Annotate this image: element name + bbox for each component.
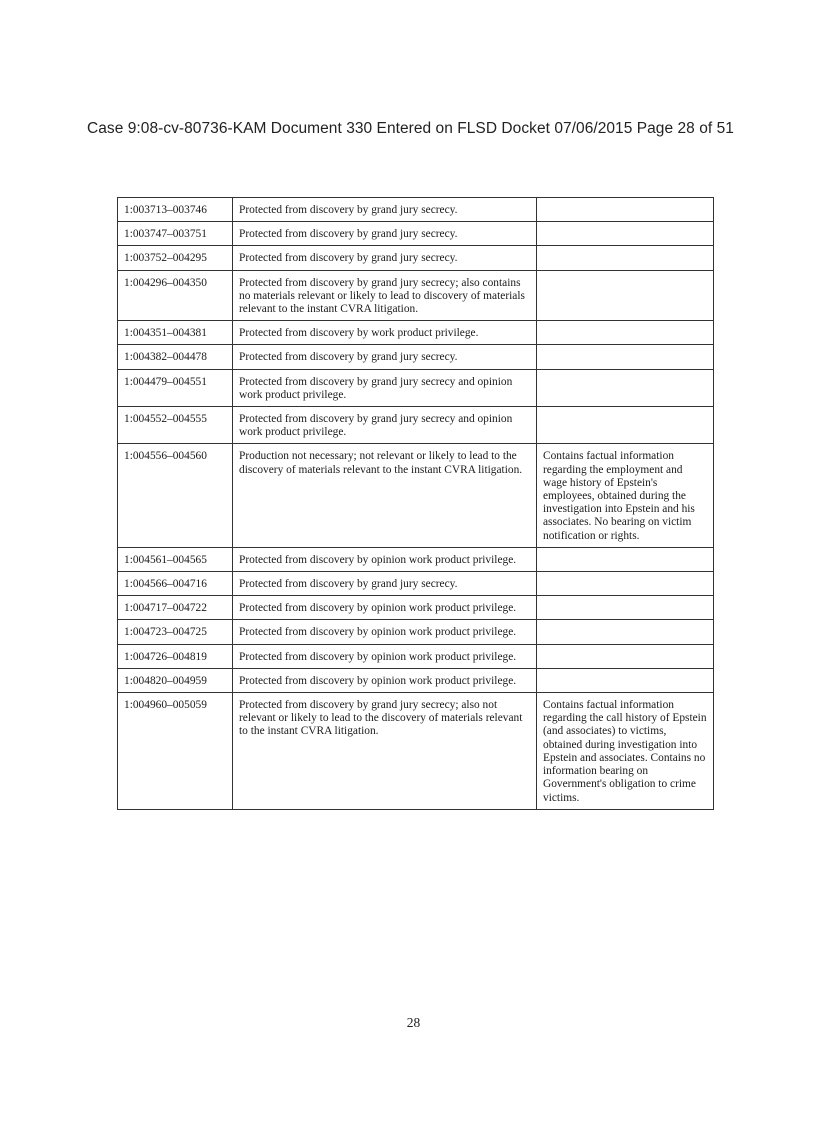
- note-cell: [537, 198, 714, 222]
- table-row: [118, 321, 714, 345]
- bates-range-cell: 1:004723–004725: [118, 620, 233, 644]
- reason-cell: Protected from discovery by grand jury secrecy; also not relevant or likely to lead to the discovery of materials relevant to the instant CVRA litigation.: [233, 693, 537, 810]
- reason-cell: Protected from discovery by opinion work product privilege.: [233, 596, 537, 620]
- reason-cell: Protected from discovery by grand jury secrecy.: [233, 198, 537, 222]
- table-row: [118, 407, 714, 444]
- bates-range-cell: 1:003747–003751: [118, 222, 233, 246]
- bates-range-cell: 1:004552–004555: [118, 407, 233, 444]
- reason-cell: Protected from discovery by grand jury secrecy.: [233, 345, 537, 369]
- bates-range-cell: 1:004820–004959: [118, 668, 233, 692]
- bates-range-cell: 1:004717–004722: [118, 596, 233, 620]
- reason-cell: Production not necessary; not relevant or likely to lead to the discovery of materials relevant to the instant CVRA litigation.: [233, 444, 537, 547]
- table-row: [118, 369, 714, 406]
- case-header: Case 9:08-cv-80736-KAM Document 330 Entered on FLSD Docket 07/06/2015 Page 28 of 51: [87, 120, 734, 137]
- table-row: [118, 620, 714, 644]
- page-number: 28: [406, 1015, 421, 1030]
- bates-range-cell: 1:003752–004295: [118, 246, 233, 270]
- table-row: [118, 693, 714, 810]
- bates-range-cell: 1:004960–005059: [118, 693, 233, 810]
- note-cell: Contains factual information regarding the call history of Epstein (and associates) to victims, obtained during investigation into Epstein and associates. Contains no information bearing on Government's obligation to crime victims.: [537, 693, 714, 810]
- reason-cell: Protected from discovery by opinion work product privilege.: [233, 668, 537, 692]
- bates-range-cell: 1:004566–004716: [118, 572, 233, 596]
- bates-range-cell: 1:004561–004565: [118, 547, 233, 571]
- note-cell: Contains factual information regarding the employment and wage history of Epstein's employees, obtained during the investigation into Epstein and his associates. No bearing on victim notification or rights.: [537, 444, 714, 547]
- note-cell: [537, 572, 714, 596]
- note-cell: [537, 345, 714, 369]
- note-cell: [537, 668, 714, 692]
- bates-range-cell: 1:004726–004819: [118, 644, 233, 668]
- table-row: [118, 222, 714, 246]
- note-cell: [537, 222, 714, 246]
- note-cell: [537, 620, 714, 644]
- reason-cell: Protected from discovery by grand jury secrecy.: [233, 572, 537, 596]
- note-cell: [537, 321, 714, 345]
- table-row: [118, 572, 714, 596]
- table-row: [118, 644, 714, 668]
- note-cell: [537, 596, 714, 620]
- note-cell: [537, 369, 714, 406]
- table-row: [118, 246, 714, 270]
- bates-range-cell: 1:003713–003746: [118, 198, 233, 222]
- note-cell: [537, 547, 714, 571]
- reason-cell: Protected from discovery by opinion work product privilege.: [233, 547, 537, 571]
- bates-range-cell: 1:004382–004478: [118, 345, 233, 369]
- bates-range-cell: 1:004556–004560: [118, 444, 233, 547]
- bates-range-cell: 1:004296–004350: [118, 270, 233, 321]
- reason-cell: Protected from discovery by work product privilege.: [233, 321, 537, 345]
- bates-range-cell: 1:004479–004551: [118, 369, 233, 406]
- reason-cell: Protected from discovery by grand jury secrecy.: [233, 246, 537, 270]
- note-cell: [537, 246, 714, 270]
- table-row: [118, 547, 714, 571]
- note-cell: [537, 270, 714, 321]
- reason-cell: Protected from discovery by grand jury secrecy and opinion work product privilege.: [233, 369, 537, 406]
- table-row: [118, 270, 714, 321]
- bates-range-cell: 1:004351–004381: [118, 321, 233, 345]
- note-cell: [537, 644, 714, 668]
- reason-cell: Protected from discovery by opinion work product privilege.: [233, 644, 537, 668]
- note-cell: [537, 407, 714, 444]
- reason-cell: Protected from discovery by grand jury secrecy; also contains no materials relevant or likely to lead to discovery of materials relevant to the instant CVRA litigation.: [233, 270, 537, 321]
- table-row: [118, 345, 714, 369]
- table-row: [118, 596, 714, 620]
- table-row: [118, 668, 714, 692]
- privilege-log-table: [117, 197, 714, 810]
- reason-cell: Protected from discovery by grand jury secrecy.: [233, 222, 537, 246]
- reason-cell: Protected from discovery by grand jury secrecy and opinion work product privilege.: [233, 407, 537, 444]
- reason-cell: Protected from discovery by opinion work product privilege.: [233, 620, 537, 644]
- table-row: [118, 444, 714, 547]
- table-row: [118, 198, 714, 222]
